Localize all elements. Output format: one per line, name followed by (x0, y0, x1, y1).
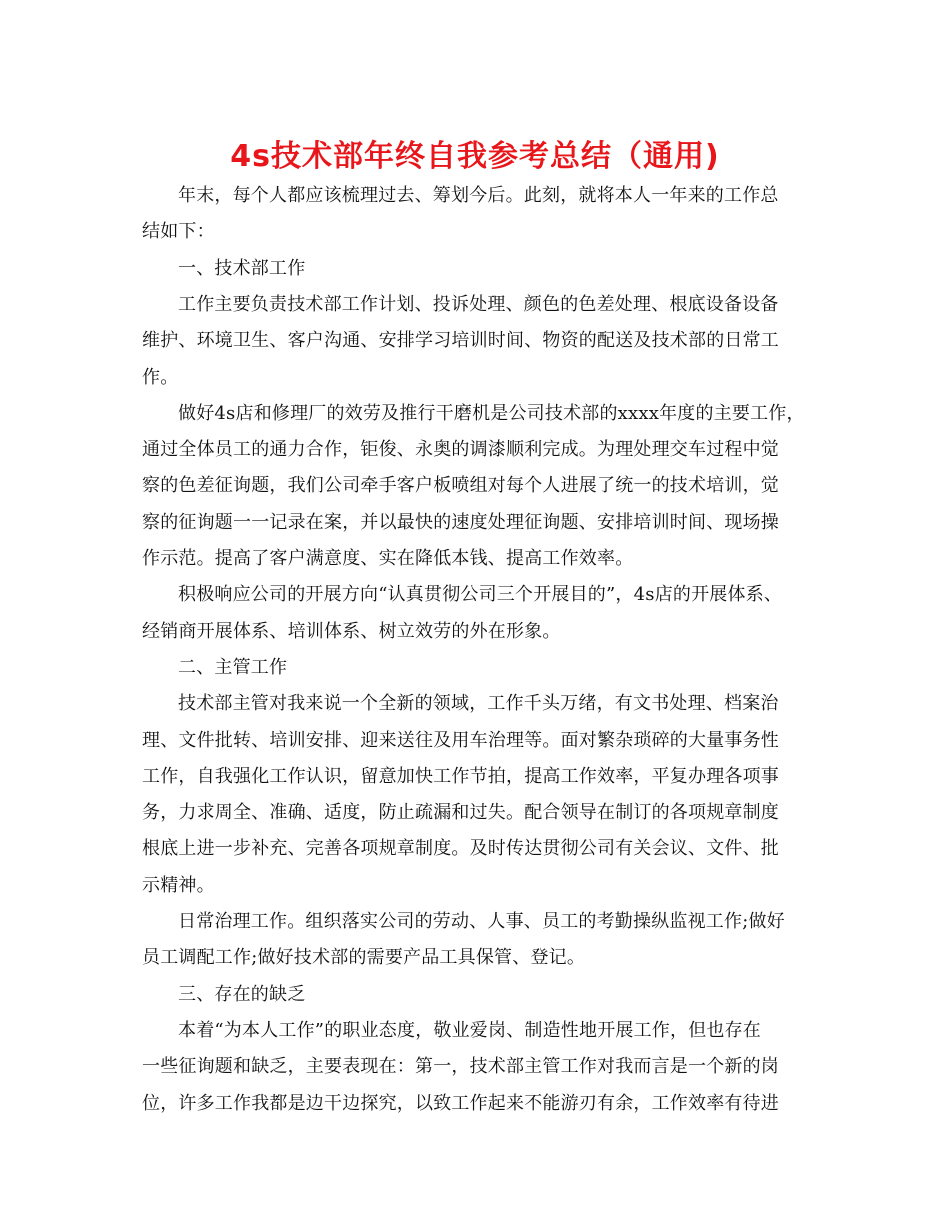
paragraph-line: 维护、环境卫生、客户沟通、安排学习培训时间、物资的配送及技术部的日常工 (142, 330, 779, 352)
paragraph-line: 理、文件批转、培训安排、迎来送往及用车治理等。面对繁杂琐碎的大量事务性 (142, 729, 779, 751)
paragraph-line: 做好4s店和修理厂的效劳及推行干磨机是公司技术部的xxxx年度的主要工作， (178, 402, 805, 424)
paragraph-line: 通过全体员工的通力合作，钜俊、永奥的调漆顺利完成。为理处理交车过程中觉 (142, 439, 779, 461)
paragraph-line: 示精神。 (142, 874, 215, 896)
paragraph-line: 日常治理工作。组织落实公司的劳动、人事、员工的考勤操纵监视工作;做好 (178, 911, 785, 932)
paragraph-line: 年末，每个人都应该梳理过去、筹划今后。此刻，就将本人一年来的工作总 (178, 185, 779, 206)
paragraph-line: 三、存在的缺乏 (178, 983, 306, 1005)
paragraph-line: 一些征询题和缺乏，主要表现在：第一，技术部主管工作对我而言是一个新的岗 (142, 1056, 779, 1078)
document-title: 4s技术部年终自我参考总结（通用) (230, 139, 720, 174)
paragraph-line: 一、技术部工作 (178, 257, 306, 279)
paragraph-line: 根底上进一步补充、完善各项规章制度。及时传达贯彻公司有关会议、文件、批 (142, 838, 779, 860)
paragraph-line: 位，许多工作我都是边干边探究，以致工作起来不能游刃有余，工作效率有待进 (142, 1092, 779, 1114)
paragraph-line: 作。 (142, 366, 179, 388)
paragraph-line: 积极响应公司的开展方向“认真贯彻公司三个开展目的”，4s店的开展体系、 (178, 584, 783, 606)
paragraph-line: 工作主要负责技术部工作计划、投诉处理、颜色的色差处理、根底设备设备 (178, 293, 779, 315)
paragraph-line: 结如下： (142, 221, 215, 243)
paragraph-line: 技术部主管对我来说一个全新的领域，工作千头万绪，有文书处理、档案治 (178, 693, 779, 715)
paragraph-line: 作示范。提高了客户满意度、实在降低本钱、提高工作效率。 (142, 548, 634, 569)
paragraph-line: 本着“为本人工作”的职业态度，敬业爱岗、制造性地开展工作，但也存在 (178, 1019, 762, 1041)
paragraph-line: 务，力求周全、准确、适度，防止疏漏和过失。配合领导在制订的各项规章制度 (142, 802, 779, 824)
paragraph-line: 二、主管工作 (178, 656, 288, 678)
paragraph-line: 经销商开展体系、培训体系、树立效劳的外在形象。 (142, 620, 561, 642)
paragraph-line: 工作，自我强化工作认识，留意加快工作节拍，提高工作效率，平复办理各项事 (142, 765, 779, 787)
paragraph-line: 察的征询题一一记录在案，并以最快的速度处理征询题、安排培训时间、现场操 (142, 511, 779, 533)
paragraph-line: 察的色差征询题，我们公司牵手客户板喷组对每个人进展了统一的技术培训，觉 (142, 475, 779, 497)
paragraph-line: 员工调配工作;做好技术部的需要产品工具保管、登记。 (142, 947, 586, 969)
